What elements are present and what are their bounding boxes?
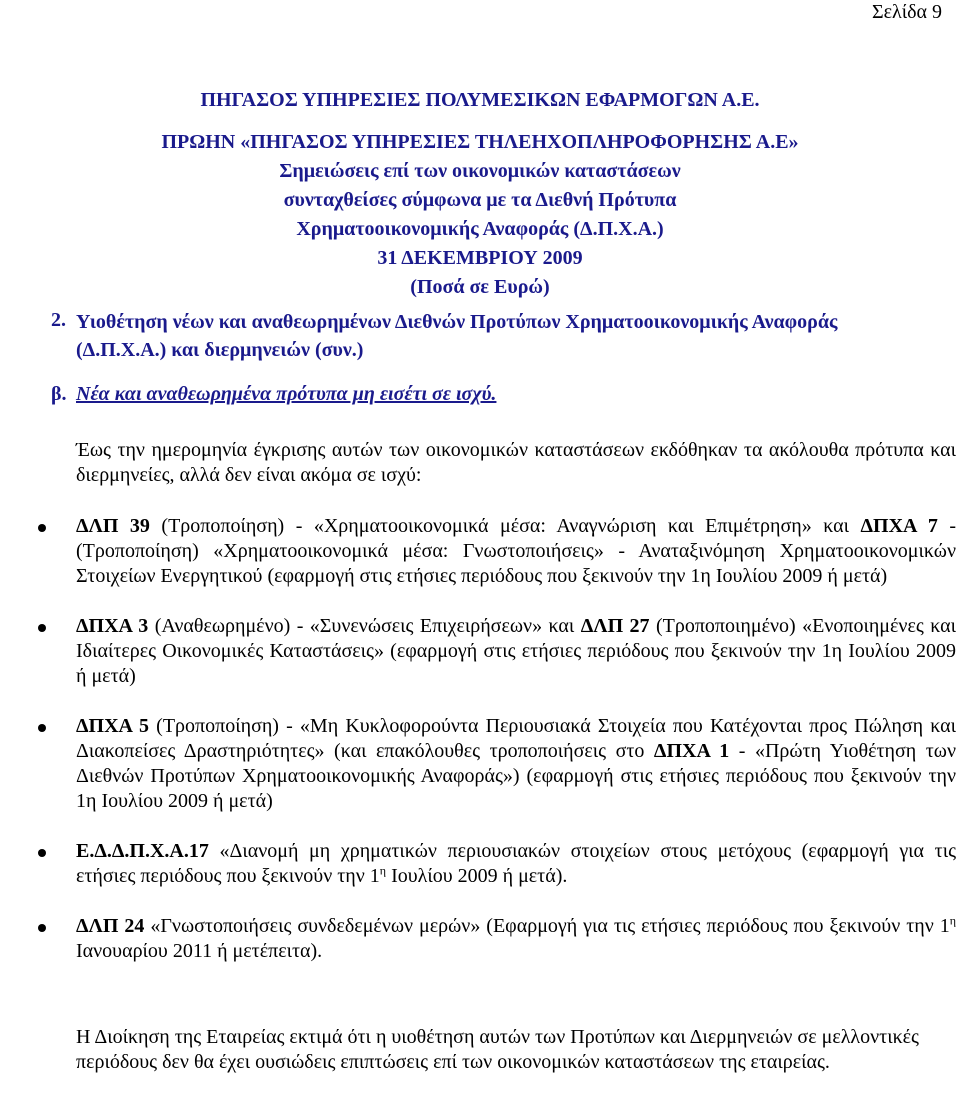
subsection-title: Νέα και αναθεωρημένα πρότυπα μη εισέτι σε ισχύ. bbox=[76, 383, 497, 405]
standard-ref: ΔΛΠ 39 bbox=[76, 515, 150, 537]
bullet-icon bbox=[38, 524, 46, 532]
standard-ref: ΔΠΧΑ 3 bbox=[76, 615, 149, 637]
list-item bbox=[76, 839, 956, 889]
list-item bbox=[76, 714, 956, 814]
item-text: Ιουλίου 2009 ή μετά). bbox=[386, 865, 568, 887]
standard-ref: ΔΛΠ 24 bbox=[76, 915, 145, 937]
item-text: - «Πρώτη Υιοθέτηση των Διεθνών Προτύπων Χρηματοοικονομικής Αναφοράς») (εφαρμογή στις ετήσιες περιόδους που ξεκινούν την 1η Ιουλίου 2009 ή μετά) bbox=[76, 740, 956, 812]
document-heading bbox=[0, 128, 960, 302]
standard-ref: ΔΠΧΑ 1 bbox=[653, 740, 730, 762]
standards-list bbox=[76, 514, 956, 989]
section-heading bbox=[51, 308, 881, 364]
item-text: - (Τροποποίηση) «Χρηματοοικονομικά μέσα: Γνωστοποιήσεις» - Αναταξινόμηση Χρηματοοικονομικών Στοιχείων Ενεργητικού (εφαρμογή στις ετήσιες περιόδους που ξεκινούν την 1η Ιουλίου 2009 ή μετά) bbox=[76, 515, 956, 587]
bullet-icon bbox=[38, 924, 46, 932]
heading-line: (Ποσά σε Ευρώ) bbox=[410, 276, 550, 298]
intro-paragraph: Έως την ημερομηνία έγκρισης αυτών των οικονομικών καταστάσεων εκδόθηκαν τα ακόλουθα πρότυπα και διερμηνείες, αλλά δεν είναι ακόμα σε ισχύ: bbox=[76, 439, 956, 486]
section-number: 2. bbox=[51, 309, 66, 331]
item-text: «Διανομή μη χρηματικών περιουσιακών στοιχείων στους μετόχους (εφαρμογή για τις ετήσιες περιόδους που ξεκινούν την 1 bbox=[76, 840, 956, 887]
standard-ref: ΔΛΠ 27 bbox=[580, 615, 650, 637]
heading-line: 31 ΔΕΚΕΜΒΡΙΟΥ 2009 bbox=[377, 247, 583, 269]
item-text: (Αναθεωρημένο) - «Συνενώσεις Επιχειρήσεων» και bbox=[148, 615, 581, 637]
item-text: Ιανουαρίου 2011 ή μετέπειτα). bbox=[76, 940, 323, 962]
heading-line: συνταχθείσες σύμφωνα με τα Διεθνή Πρότυπα bbox=[283, 189, 677, 211]
standard-ref: Ε.Δ.Δ.Π.Χ.Α.17 bbox=[76, 840, 209, 862]
section-title: Υιοθέτηση νέων και αναθεωρημένων Διεθνών Προτύπων Χρηματοοικονομικής Αναφοράς (Δ.Π.Χ.Α.) και διερμηνειών (συν.) bbox=[76, 311, 838, 361]
subsection-number: β. bbox=[51, 383, 67, 405]
bullet-icon bbox=[38, 724, 46, 732]
heading-line: Σημειώσεις επί των οικονομικών καταστάσεων bbox=[279, 160, 681, 182]
item-text: (Τροποποίηση) - «Μη Κυκλοφορούντα Περιουσιακά Στοιχεία που Κατέχονται προς Πώληση και Διακοπείσες Δραστηριότητες» (και επακόλουθες τροποποιήσεις στο bbox=[76, 715, 956, 762]
list-item bbox=[76, 614, 956, 689]
list-item bbox=[76, 514, 956, 589]
subsection-heading bbox=[51, 382, 496, 407]
bullet-icon bbox=[38, 624, 46, 632]
standard-ref: ΔΠΧΑ 5 bbox=[76, 715, 150, 737]
heading-line: Χρηματοοικονομικής Αναφοράς (Δ.Π.Χ.Α.) bbox=[296, 218, 664, 240]
company-name: ΠΗΓΑΣΟΣ ΥΠΗΡΕΣΙΕΣ ΠΟΛΥΜΕΣΙΚΩΝ ΕΦΑΡΜΟΓΩΝ Α.Ε. bbox=[200, 89, 760, 111]
list-item bbox=[76, 914, 956, 964]
item-text: «Γνωστοποιήσεις συνδεδεμένων μερών» (Εφαρμογή για τις ετήσιες περιόδους που ξεκινούν την 1 bbox=[144, 915, 950, 937]
superscript: η bbox=[379, 863, 387, 878]
superscript: η bbox=[949, 913, 956, 928]
heading-line: ΠΡΩΗΝ «ΠΗΓΑΣΟΣ ΥΠΗΡΕΣΙΕΣ ΤΗΛΕΗΧΟΠΛΗΡΟΦΟΡΗΣΗΣ Α.Ε» bbox=[161, 131, 799, 153]
item-text: (Τροποποιημένο) «Ενοποιημένες και Ιδιαίτερες Οικονομικές Καταστάσεις» (εφαρμογή στις ετήσιες περιόδους που ξεκινούν την 1η Ιουλίου 2009 ή μετά) bbox=[76, 615, 956, 687]
standard-ref: ΔΠΧΑ 7 bbox=[860, 515, 938, 537]
item-text: (Τροποποίηση) - «Χρηματοοικονομικά μέσα: Αναγνώριση και Επιμέτρηση» και bbox=[149, 515, 861, 537]
page-number: Σελίδα 9 bbox=[871, 1, 942, 23]
closing-paragraph: Η Διοίκηση της Εταιρείας εκτιμά ότι η υιοθέτηση αυτών των Προτύπων και Διερμηνειών σε μελλοντικές περιόδους δεν θα έχει ουσιώδεις επιπτώσεις επί των οικονομικών καταστάσεων της εταιρείας. bbox=[76, 1026, 919, 1073]
bullet-icon bbox=[38, 849, 46, 857]
